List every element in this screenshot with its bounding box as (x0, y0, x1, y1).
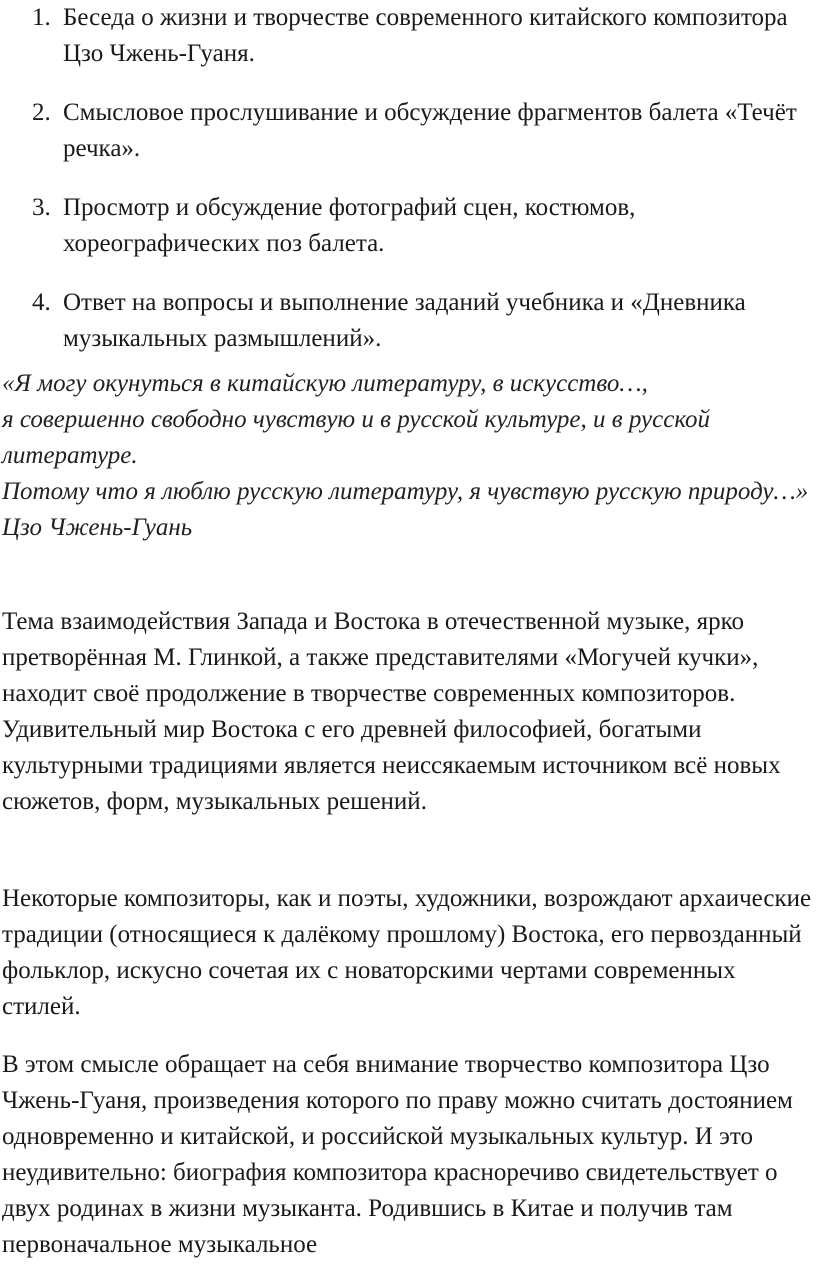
paragraph: Тема взаимодействия Запада и Востока в отечественной музыке, ярко претворённая М. Глинкой, а также представителями «Могучей кучки», находит своё продолжение в творчестве современных композиторов. Удивительный мир Востока с его древней философией, богатыми культурными традициями является неиссякаемым источником всё новых сюжетов, форм, музыкальных решений. (2, 608, 781, 815)
list-item (32, 285, 812, 357)
list-item-number: 3. (32, 194, 51, 221)
paragraph: В этом смысле обращает на себя внимание творчество композитора Цзо Чжень-Гуаня, произведения которого по праву можно считать достоянием одновременно и китайской, и российской музыкальных культур. И это неудивительно: биография композитора красноречиво свидетельствует о двух родинах в жизни музыканта. Родившись в Китае и получив там первоначальное музыкальное (2, 1051, 793, 1258)
list-item-text: Ответ на вопросы и выполнение заданий учебника и «Дневника музыкальных размышлений». (63, 289, 746, 352)
lesson-steps-list (32, 0, 812, 357)
quote-line: «Я могу окунуться в китайскую литературу, в искусство…, (2, 370, 648, 397)
composer-quote (2, 366, 814, 546)
list-item-text: Просмотр и обсуждение фотографий сцен, костюмов, хореографических поз балета. (63, 194, 636, 257)
list-item-number: 1. (32, 4, 51, 31)
list-item-number: 2. (32, 99, 51, 126)
list-item (32, 190, 812, 262)
list-item (32, 0, 812, 72)
quote-line: я совершенно свободно чувствую и в русской культуре, и в русской литературе. (2, 406, 711, 469)
quote-author: Цзо Чжень-Гуань (2, 514, 193, 541)
list-item (32, 95, 812, 167)
list-item-text: Беседа о жизни и творчестве современного китайского композитора Цзо Чжень-Гуаня. (63, 4, 788, 67)
list-item-number: 4. (32, 289, 51, 316)
paragraph: Некоторые композиторы, как и поэты, художники, возрождают архаические традиции (относящиеся к далёкому прошлому) Востока, его первозданный фольклор, искусно сочетая их с новаторскими чертами современных стилей. (2, 885, 812, 1020)
list-item-text: Смысловое прослушивание и обсуждение фрагментов балета «Течёт речка». (63, 99, 797, 162)
quote-line: Потому что я люблю русскую литературу, я чувствую русскую природу…» (2, 478, 809, 505)
